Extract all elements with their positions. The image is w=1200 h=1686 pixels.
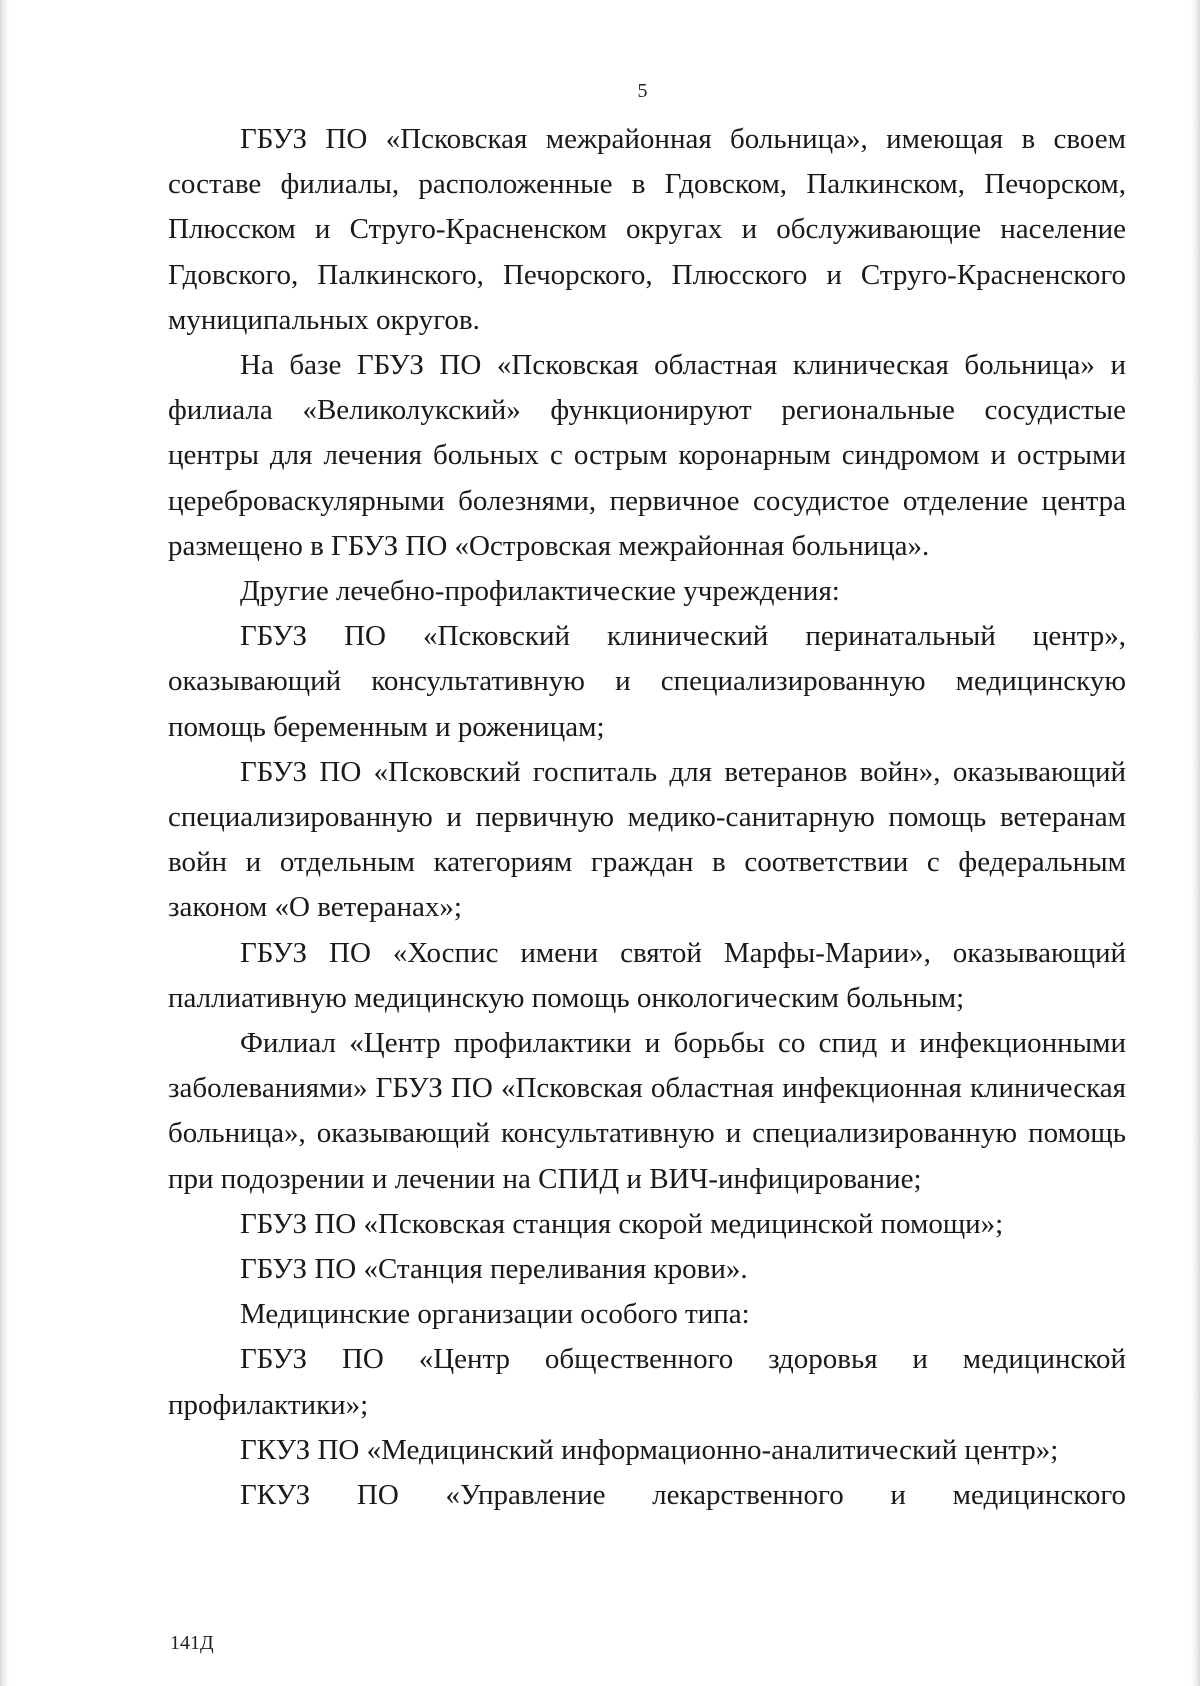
- paragraph-ambulance-station: ГБУЗ ПО «Псковская станция скорой медицинской помощи»;: [240, 1207, 1004, 1240]
- scan-edge-left: [0, 0, 10, 1686]
- paragraph-veterans-hospital: ГБУЗ ПО «Псковский госпиталь для ветеранов войн», оказывающий специализированную и первичную медико-санитарную помощь ветеранам войн и отдельным категориям граждан в соответствии с федеральным законом «О ветеранах»;: [168, 755, 1126, 924]
- scan-edge-right: [1190, 0, 1200, 1686]
- paragraph-perinatal-center: ГБУЗ ПО «Псковский клинический перинатальный центр», оказывающий консультативную и специализированную медицинскую помощь беременным и роженицам;: [168, 620, 1126, 743]
- paragraph-hospice: ГБУЗ ПО «Хоспис имени святой Марфы-Марии», оказывающий паллиативную медицинскую помощь онкологическим больным;: [168, 936, 1126, 1014]
- paragraph-special-type-heading: Медицинские организации особого типа:: [240, 1298, 750, 1331]
- page-number: 5: [637, 80, 648, 102]
- paragraph-public-health-center: ГБУЗ ПО «Центр общественного здоровья и медицинской профилактики»;: [168, 1343, 1126, 1421]
- paragraph-drug-supply-management: ГКУЗ ПО «Управление лекарственного и медицинского: [240, 1479, 1126, 1512]
- footer-document-code: 141Д: [170, 1632, 214, 1654]
- paragraph-pskov-interdistrict-hospital: ГБУЗ ПО «Псковская межрайонная больница», имеющая в своем составе филиалы, расположенные в Гдовском, Палкинском, Печорском, Плюсском и Струго-Красненском округах и обслуживающие население Гдовского, Палкинского, Печорского, Плюсского и Струго-Красненского муниципальных округов.: [168, 123, 1126, 336]
- document-body: [168, 117, 1126, 1518]
- paragraph-aids-center: Филиал «Центр профилактики и борьбы со спид и инфекционными заболеваниями» ГБУЗ ПО «Псковская областная инфекционная клиническая больница», оказывающий консультативную и специализированную помощь при подозрении и лечении на СПИД и ВИЧ-инфицирование;: [168, 1027, 1126, 1195]
- paragraph-other-institutions-heading: Другие лечебно-профилактические учреждения:: [240, 575, 840, 608]
- paragraph-analytics-center: ГКУЗ ПО «Медицинский информационно-аналитический центр»;: [240, 1433, 1059, 1466]
- paragraph-blood-station: ГБУЗ ПО «Станция переливания крови».: [240, 1253, 748, 1286]
- paragraph-vascular-centers: На базе ГБУЗ ПО «Псковская областная клиническая больница» и филиала «Великолукский» функционируют региональные сосудистые центры для лечения больных с острым коронарным синдромом и острыми цереброваскулярными болезнями, первичное сосудистое отделение центра размещено в ГБУЗ ПО «Островская межрайонная больница».: [168, 349, 1126, 562]
